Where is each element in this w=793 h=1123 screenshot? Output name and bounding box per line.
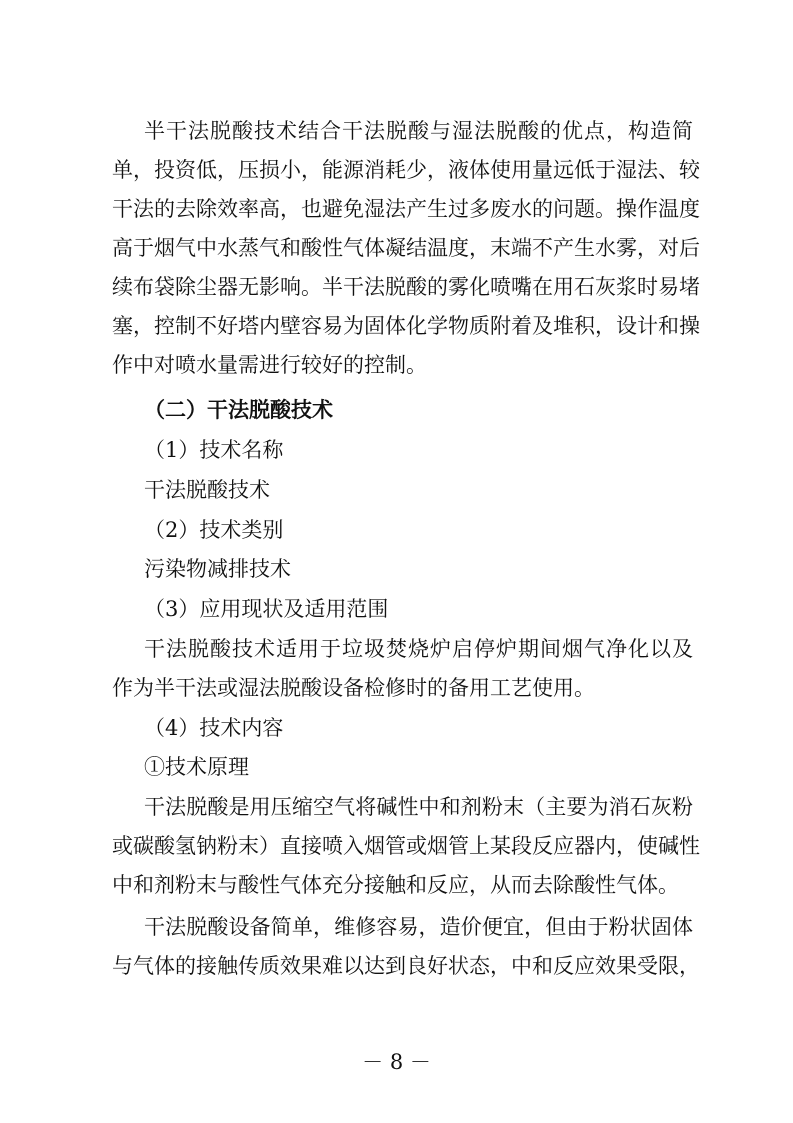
para1-line-2: 单，投资低，压损小，能源消耗少，液体使用量远低于湿法、较 [112, 158, 700, 182]
sub1-label: ①技术原理 [144, 755, 249, 779]
item1-value: 干法脱酸技术 [144, 478, 270, 502]
para1-line-5: 续布袋除尘器无影响。半干法脱酸的雾化喷嘴在用石灰浆时易堵 [112, 275, 700, 299]
principle-line-1: 干法脱酸是用压缩空气将碱性中和剂粉末（主要为消石灰粉 [144, 795, 693, 819]
principle-line-2: 或碳酸氢钠粉末）直接喷入烟管或烟管上某段反应器内，使碱性 [112, 834, 700, 858]
item4-label: （4）技术内容 [144, 716, 284, 740]
para1-line-4: 高于烟气中水蒸气和酸性气体凝结温度，末端不产生水雾，对后 [112, 236, 700, 260]
principle-line-3: 中和剂粉末与酸性气体充分接触和反应，从而去除酸性气体。 [112, 873, 679, 897]
page-number: － 8 － [362, 1050, 431, 1074]
item3-label: （3）应用现状及适用范围 [144, 597, 389, 621]
last-para-line-1: 干法脱酸设备简单，维修容易，造价便宜，但由于粉状固体 [144, 915, 693, 939]
para1-line-3: 干法的去除效率高，也避免湿法产生过多废水的问题。操作温度 [112, 197, 700, 221]
item2-label: （2）技术类别 [144, 518, 284, 542]
item3-para-line-1: 干法脱酸技术适用于垃圾焚烧炉启停炉期间烟气净化以及 [144, 637, 693, 661]
para1-line-7: 作中对喷水量需进行较好的控制。 [112, 353, 427, 377]
para1-line-1: 半干法脱酸技术结合干法脱酸与湿法脱酸的优点，构造简 [144, 119, 693, 143]
item3-para-line-2: 作为半干法或湿法脱酸设备检修时的备用工艺使用。 [112, 676, 595, 700]
section-heading: （二）干法脱酸技术 [144, 397, 333, 422]
item1-label: （1）技术名称 [144, 438, 284, 462]
item2-value: 污染物减排技术 [144, 557, 291, 581]
para1-line-6: 塞，控制不好塔内壁容易为固体化学物质附着及堆积，设计和操 [112, 314, 700, 338]
last-para-line-2: 与气体的接触传质效果难以达到良好状态，中和反应效果受限， [112, 954, 700, 978]
